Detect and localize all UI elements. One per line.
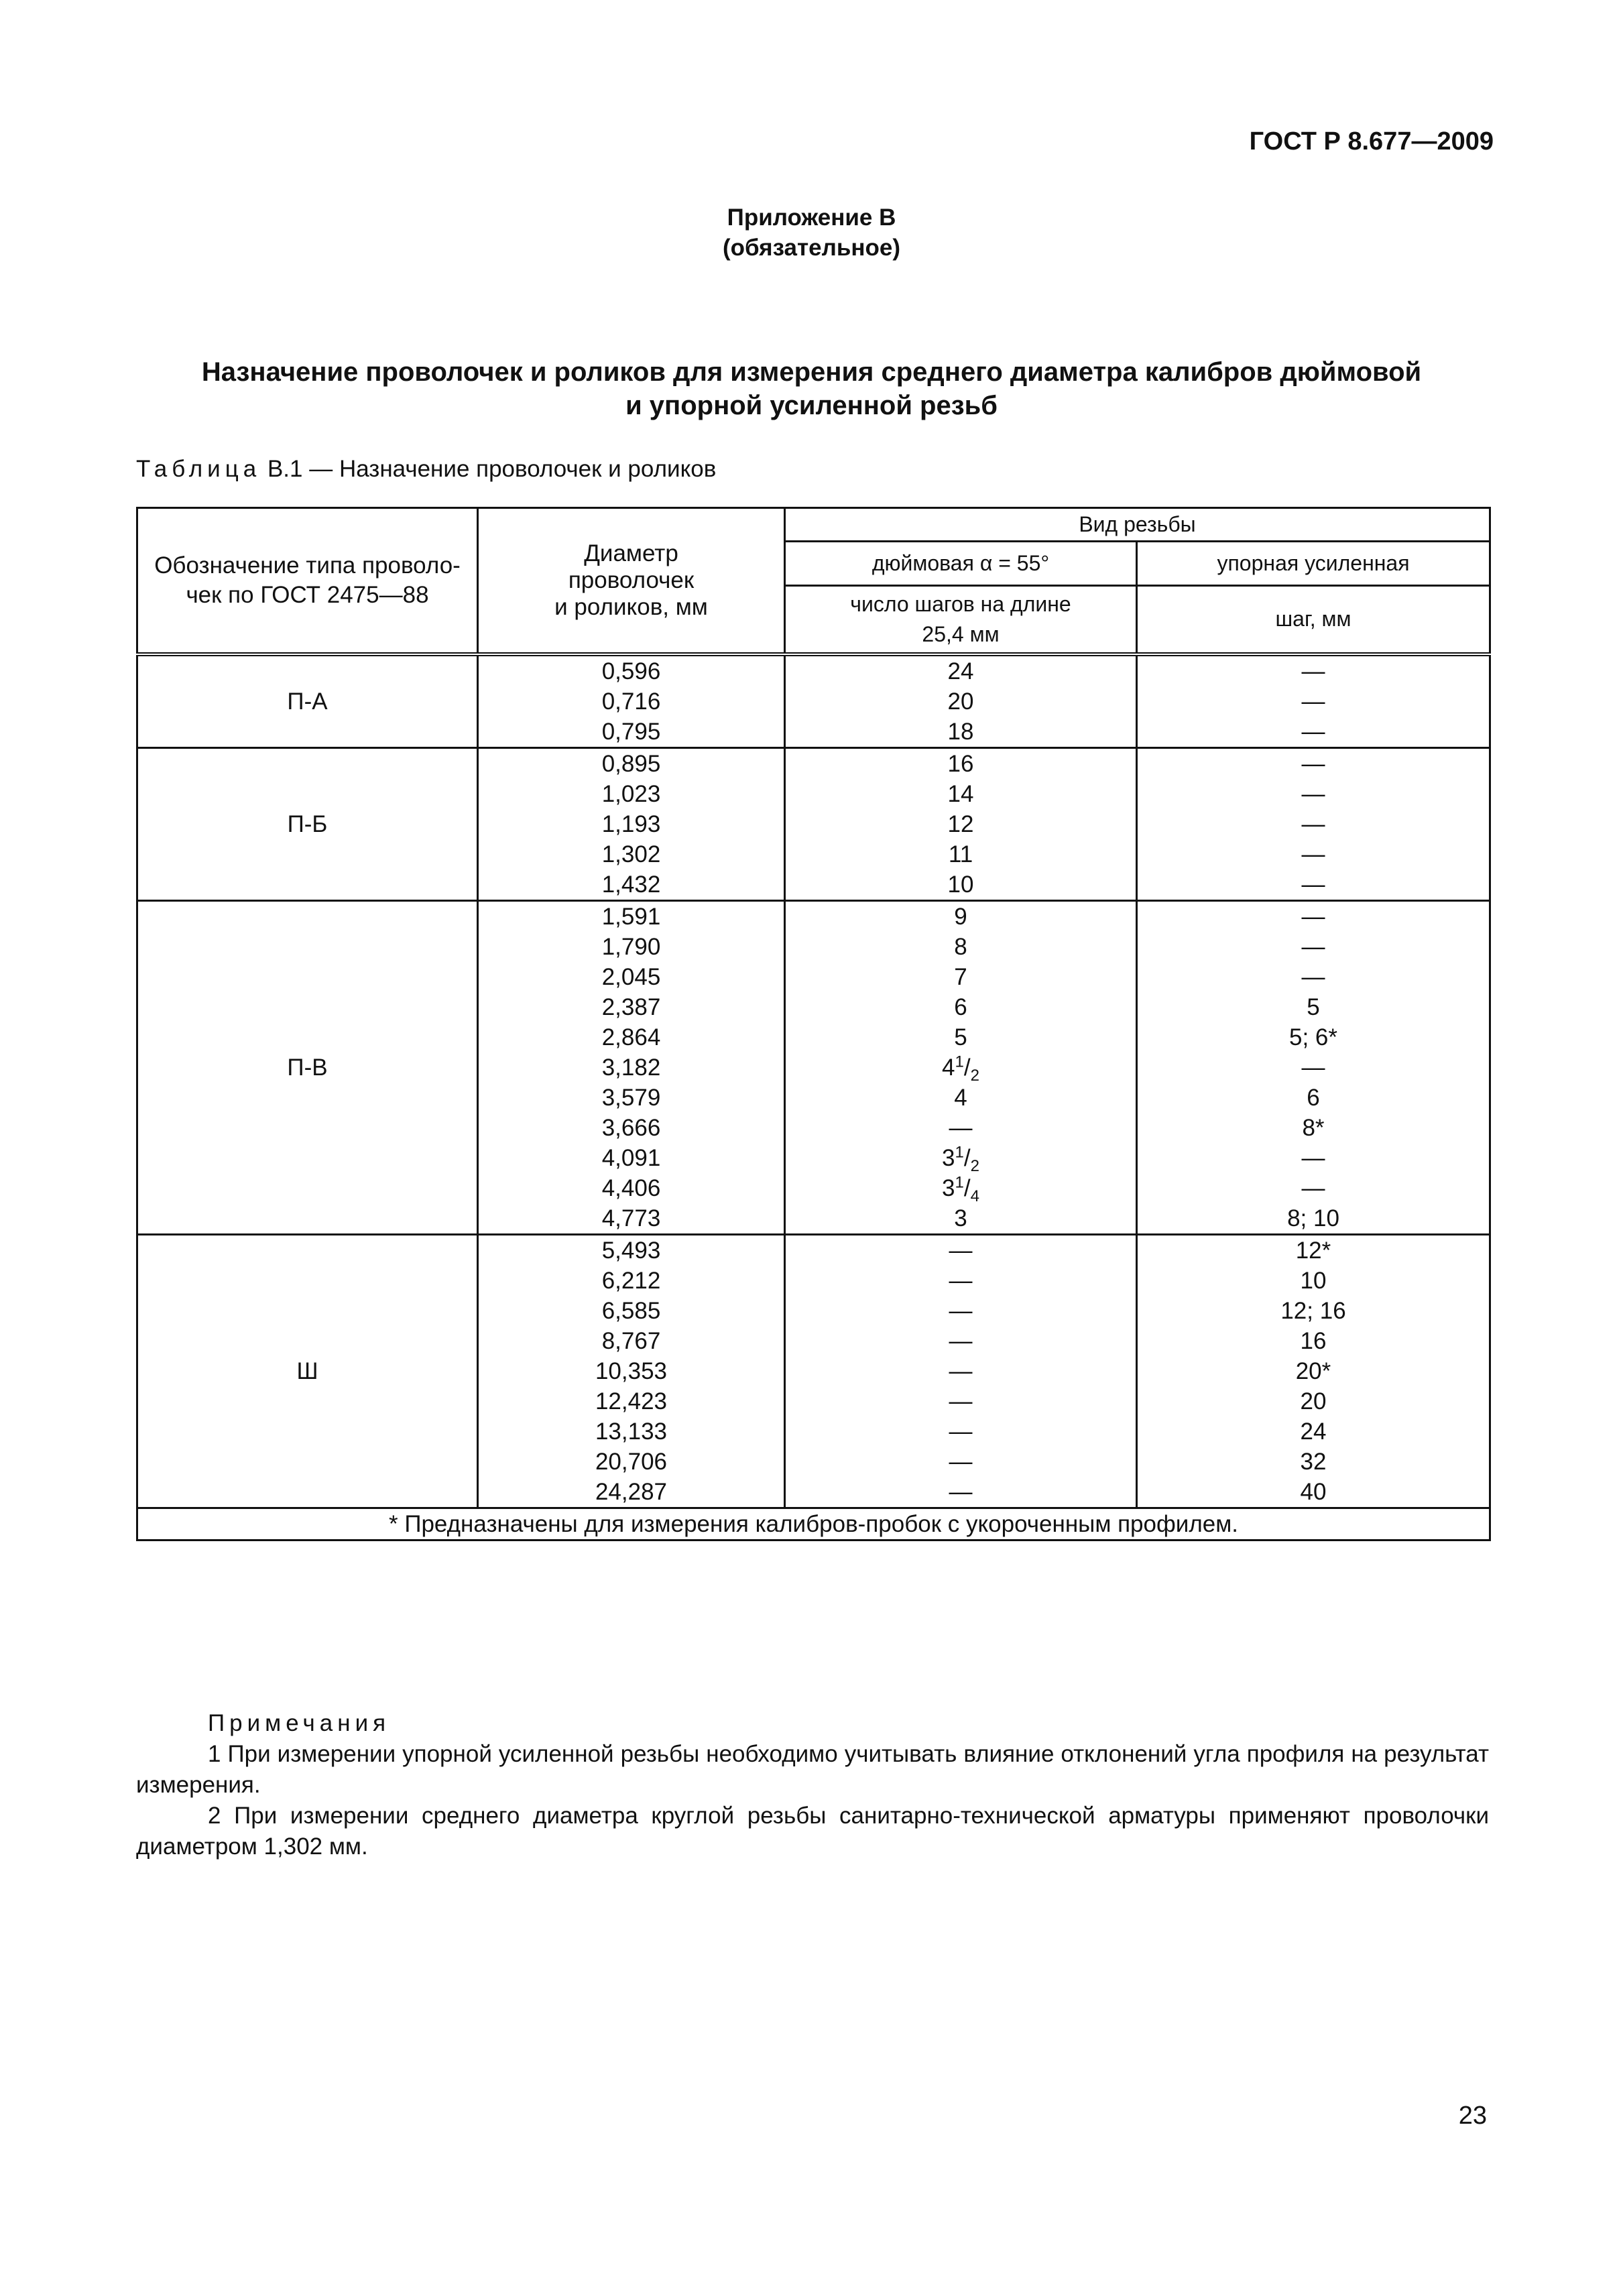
header-diameter-l2: проволочек (568, 566, 695, 593)
thrust-value: 20* (1295, 1357, 1331, 1384)
inch-numerator: 1 (955, 1172, 964, 1191)
heading-line-1: Назначение проволочек и роликов для измерения среднего диаметра калибров дюймовой (201, 357, 1422, 387)
diameter-value: 13,133 (595, 1418, 668, 1445)
diameter-cell (478, 654, 785, 748)
diameter-value: 4,406 (601, 1174, 661, 1201)
thrust-value: — (1301, 780, 1325, 807)
diameter-value: 20,706 (595, 1448, 668, 1475)
diameter-value: 0,795 (601, 718, 661, 745)
thrust-value: — (1301, 1144, 1325, 1171)
inch-whole: 4 (942, 1054, 955, 1081)
group-code: П-Б (137, 747, 478, 900)
inch-numerator: 1 (955, 1142, 964, 1161)
inch-value: 18 (947, 718, 974, 745)
inch-value: 11 (948, 841, 973, 867)
inch-value: 16 (947, 750, 974, 777)
table-row-group (137, 1234, 1490, 1508)
diameter-value: 0,596 (601, 658, 661, 684)
diameter-value: 1,302 (601, 841, 661, 867)
notes-block (136, 1708, 1489, 1862)
group-code: П-А (137, 654, 478, 748)
thrust-value: 5 (1307, 993, 1320, 1020)
appendix-title: Приложение В (727, 204, 896, 231)
thrust-value: 40 (1300, 1478, 1327, 1505)
thrust-value: 6 (1307, 1084, 1320, 1111)
thrust-value: 12; 16 (1280, 1297, 1346, 1324)
table-caption-prefix: Таблица (136, 456, 261, 482)
diameter-value: 8,767 (601, 1327, 661, 1354)
header-diameter-l1: Диаметр (584, 540, 678, 566)
inch-fraction: $4^1/_2$ (942, 1052, 979, 1085)
table-row-group (137, 900, 1490, 1234)
header-thrust: упорная усиленная (1137, 542, 1490, 586)
thrust-value: — (1301, 871, 1325, 898)
thrust-value: — (1301, 963, 1325, 990)
thrust-value: — (1301, 841, 1325, 867)
inch-cell (785, 654, 1137, 748)
diameter-value: 1,591 (601, 903, 661, 930)
note-2: 2 При измерении среднего диаметра круглой резьбы санитарно-технической арматуры применяют проволочки диаметром 1,302 мм. (136, 1803, 1489, 1860)
diameter-cell (478, 900, 785, 1234)
inch-value: 3 (954, 1205, 967, 1231)
diameter-value: 1,193 (601, 810, 661, 837)
thrust-value: — (1301, 810, 1325, 837)
thrust-value: 8; 10 (1287, 1205, 1339, 1231)
inch-value: — (949, 1418, 973, 1445)
inch-value: 10 (947, 871, 974, 898)
inch-value: 14 (947, 780, 974, 807)
thrust-cell (1137, 747, 1490, 900)
diameter-value: 12,423 (595, 1388, 668, 1414)
inch-whole: 3 (942, 1174, 955, 1201)
thrust-value: — (1301, 688, 1325, 715)
inch-value: — (949, 1267, 973, 1294)
diameter-value: 4,773 (601, 1205, 661, 1231)
appendix-status: (обязательное) (722, 235, 900, 261)
header-thrust-sub: шаг, мм (1137, 586, 1490, 654)
diameter-cell (478, 747, 785, 900)
inch-value: 7 (954, 963, 967, 990)
diameter-value: 4,091 (601, 1144, 661, 1171)
thrust-value: — (1301, 658, 1325, 684)
inch-value: 5 (954, 1024, 967, 1050)
inch-value: — (949, 1448, 973, 1475)
header-inch: дюймовая α = 55° (785, 542, 1137, 586)
group-code: Ш (137, 1234, 478, 1508)
diameter-value: 6,585 (601, 1297, 661, 1324)
page-number: 23 (1458, 2102, 1487, 2130)
header-inch-sub-l2: 25,4 мм (922, 621, 1000, 646)
diameter-value: 0,716 (601, 688, 661, 715)
inch-value: — (949, 1297, 973, 1324)
inch-value: — (949, 1114, 973, 1141)
header-diameter-l3: и роликов, мм (554, 593, 708, 620)
table-footnote: * Предназначены для измерения калибров-пробок с укороченным профилем. (137, 1508, 1490, 1540)
inch-denominator: 2 (970, 1066, 979, 1085)
header-diameter (478, 508, 785, 654)
header-inch-sub (785, 586, 1137, 654)
thrust-value: — (1301, 903, 1325, 930)
group-code: П-В (137, 900, 478, 1234)
diameter-value: 5,493 (601, 1237, 661, 1264)
thrust-value: 20 (1300, 1388, 1327, 1414)
thrust-value: 32 (1300, 1448, 1327, 1475)
note-1: 1 При измерении упорной усиленной резьбы необходимо учитывать влияние отклонений угла профиля на результат измерения. (136, 1741, 1489, 1798)
header-type (137, 508, 478, 654)
diameter-cell (478, 1234, 785, 1508)
thrust-value: — (1301, 750, 1325, 777)
inch-cell (785, 1234, 1137, 1508)
header-type-l2: чек по ГОСТ 2475—88 (186, 581, 429, 608)
thrust-value: — (1301, 1174, 1325, 1201)
diameter-value: 3,182 (601, 1054, 661, 1081)
inch-cell (785, 747, 1137, 900)
diameter-value: 10,353 (595, 1357, 668, 1384)
inch-value: — (949, 1357, 973, 1384)
thrust-value: 5; 6* (1289, 1024, 1337, 1050)
diameter-value: 1,023 (601, 780, 661, 807)
inch-numerator: 1 (955, 1052, 964, 1071)
inch-denominator: 2 (970, 1156, 979, 1175)
diameter-value: 2,387 (601, 993, 661, 1020)
inch-cell (785, 900, 1137, 1234)
thrust-cell (1137, 654, 1490, 748)
section-heading (0, 355, 1623, 422)
table-caption (136, 456, 716, 483)
diameter-value: 3,579 (601, 1084, 661, 1111)
inch-whole: 3 (942, 1144, 955, 1171)
inch-fraction: $3^1/_4$ (942, 1172, 979, 1205)
diameter-value: 3,666 (601, 1114, 661, 1141)
thrust-cell (1137, 900, 1490, 1234)
header-type-l1: Обозначение типа проволо- (154, 552, 461, 579)
thrust-value: — (1301, 1054, 1325, 1081)
inch-value: 6 (954, 993, 967, 1020)
thrust-value: 24 (1300, 1418, 1327, 1445)
inch-value: 12 (947, 810, 974, 837)
diameter-value: 6,212 (601, 1267, 661, 1294)
diameter-value: 2,864 (601, 1024, 661, 1050)
diameter-value: 2,045 (601, 963, 661, 990)
table-row-group (137, 747, 1490, 900)
inch-value: — (949, 1237, 973, 1264)
header-inch-sub-l1: число шагов на длине (850, 591, 1071, 616)
inch-value: — (949, 1388, 973, 1414)
thrust-value: — (1301, 718, 1325, 745)
wire-table (136, 507, 1491, 1541)
diameter-value: 24,287 (595, 1478, 668, 1505)
thrust-value: 10 (1300, 1267, 1327, 1294)
inch-value: 9 (954, 903, 967, 930)
notes-title: Примечания (208, 1710, 391, 1736)
table-row-group (137, 654, 1490, 748)
diameter-value: 1,432 (601, 871, 661, 898)
inch-value: 4 (954, 1084, 967, 1111)
inch-value: — (949, 1327, 973, 1354)
table-caption-text: В.1 — Назначение проволочек и роликов (261, 456, 717, 482)
diameter-value: 1,790 (601, 933, 661, 960)
inch-denominator: 4 (970, 1187, 979, 1205)
document-number: ГОСТ Р 8.677—2009 (1249, 127, 1494, 156)
inch-value: 8 (954, 933, 967, 960)
thrust-value: 8* (1302, 1114, 1325, 1141)
inch-value: — (949, 1478, 973, 1505)
thrust-value: — (1301, 933, 1325, 960)
inch-fraction: $3^1/_2$ (942, 1142, 979, 1175)
inch-value: 20 (947, 688, 974, 715)
diameter-value: 0,895 (601, 750, 661, 777)
thrust-cell (1137, 1234, 1490, 1508)
header-thread-kind: Вид резьбы (785, 508, 1490, 542)
inch-value: 24 (947, 658, 974, 684)
heading-line-2: и упорной усиленной резьб (625, 391, 998, 420)
thrust-value: 16 (1300, 1327, 1327, 1354)
thrust-value: 12* (1295, 1237, 1331, 1264)
